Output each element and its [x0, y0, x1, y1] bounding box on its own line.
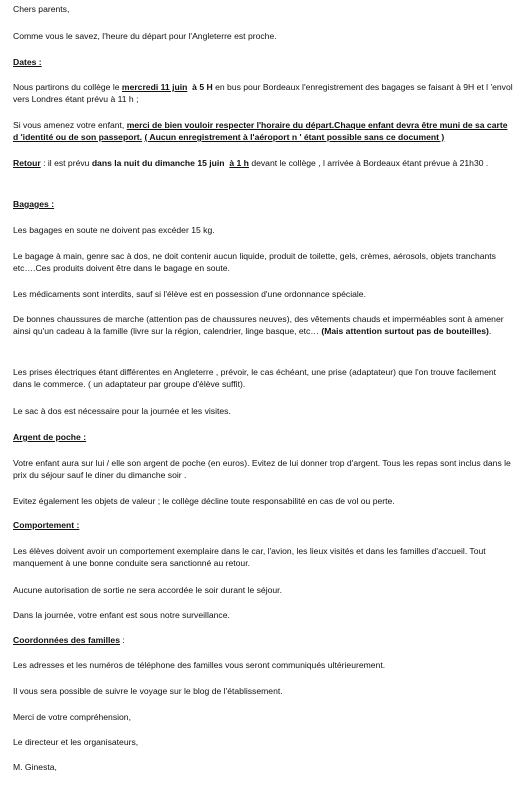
- closing-name: M. Ginesta,: [13, 762, 57, 772]
- argent-pocket-money: Votre enfant aura sur lui / elle son argent de poche (en euros). Evitez de lui donner trop d'argent. Tous les repas sont inclus dans le prix du séjour sauf le diner du dimanche soir .: [13, 458, 511, 480]
- bagages-backpack: Le sac à dos est nécessaire pour la journée et les visites.: [13, 406, 231, 416]
- comportement-daytime: Dans la journée, votre enfant est sous notre surveillance.: [13, 610, 230, 620]
- argent-heading: Argent de poche :: [13, 432, 87, 442]
- bagages-medication: Les médicaments sont interdits, sauf si l'élève est en possession d'une ordonnance spéciale.: [13, 289, 366, 299]
- id-card-note: Chaque enfant devra être muni de sa carte d 'identité ou de son passeport.: [13, 120, 508, 142]
- return-time: à 1 h: [229, 158, 249, 168]
- departure-date: mercredi 11 juin: [121, 82, 188, 92]
- coordonnees-blog: Il vous sera possible de suivre le voyage sur le blog de l'établissement.: [13, 686, 283, 696]
- closing-thanks: Merci de votre compréhension,: [13, 712, 131, 722]
- salutation: Chers parents,: [13, 4, 70, 14]
- respect-schedule-note: merci de bien vouloir respecter l'horaire du départ.: [126, 120, 335, 130]
- argent-valuables: Evitez également les objets de valeur ; le collège décline toute responsabilité en cas de vol ou perte.: [13, 496, 395, 506]
- comportement-evening: Aucune autorisation de sortie ne sera accordée le soir durant le séjour.: [13, 585, 282, 595]
- return-label: Retour: [13, 158, 41, 168]
- dates-heading: Dates :: [13, 57, 42, 67]
- dates-return: Retour : il est prévu dans la nuit du dimanche 15 juin à 1 h devant le collège , l arrivée à Bordeaux étant prévue à 21h30 .: [13, 158, 489, 168]
- bagages-hand-luggage: Le bagage à main, genre sac à dos, ne doit contenir aucun liquide, produit de toilette, gels, crèmes, aérosols, objets tranchants etc….Ces produits doivent être dans le bagage en soute.: [13, 251, 496, 273]
- return-date: dans la nuit du dimanche 15 juin: [91, 158, 225, 168]
- registration-note: ( Aucun enregistrement à l'aéroport n ' étant possible sans ce document ): [144, 132, 445, 142]
- comportement-heading: Comportement :: [13, 520, 80, 530]
- bagages-clothing: De bonnes chaussures de marche (attention pas de chaussures neuves), des vêtements chauds et imperméables sont à amener ainsi qu'un cadeau à la famille (livre sur la région, calendrier, linge basque, etc… (Mais attention surtout pas de bouteilles).: [13, 314, 504, 336]
- bagages-adapter: Les prises électriques étant différentes en Angleterre , prévoir, le cas échéant, une prise (adaptateur) que l'on trouve facilement dans le commerce. ( un adaptateur par groupe d'élève suffit).: [13, 367, 497, 389]
- departure-time: à 5 H: [192, 82, 213, 92]
- coordonnees-addresses: Les adresses et les numéros de téléphone des familles vous seront communiqués ultérieurement.: [13, 660, 386, 670]
- closing-signers: Le directeur et les organisateurs,: [13, 737, 139, 747]
- intro-text: Comme vous le savez, l'heure du départ pour l'Angleterre est proche.: [13, 31, 277, 41]
- coordonnees-heading: Coordonnées des familles :: [13, 635, 125, 645]
- bagages-weight: Les bagages en soute ne doivent pas excéder 15 kg.: [13, 225, 215, 235]
- bagages-heading: Bagages :: [13, 199, 55, 209]
- no-bottles-note: (Mais attention surtout pas de bouteilles): [321, 326, 489, 336]
- dates-instructions: Si vous amenez votre enfant, merci de bien vouloir respecter l'horaire du départ.Chaque enfant devra être muni de sa carte d 'identité ou de son passeport. ( Aucun enregistrement à l'aéroport n ' étant possible sans ce document ): [13, 120, 508, 142]
- dates-departure: Nous partirons du collège le mercredi 11 juin à 5 H en bus pour Bordeaux l'enregistrement des bagages se faisant à 9H et l 'envol vers Londres étant prévu à 11 h ;: [13, 82, 513, 104]
- comportement-behaviour: Les élèves doivent avoir un comportement exemplaire dans le car, l'avion, les lieux visités et dans les familles d'accueil. Tout manquement à une bonne conduite sera sanctionné au retour.: [13, 546, 486, 568]
